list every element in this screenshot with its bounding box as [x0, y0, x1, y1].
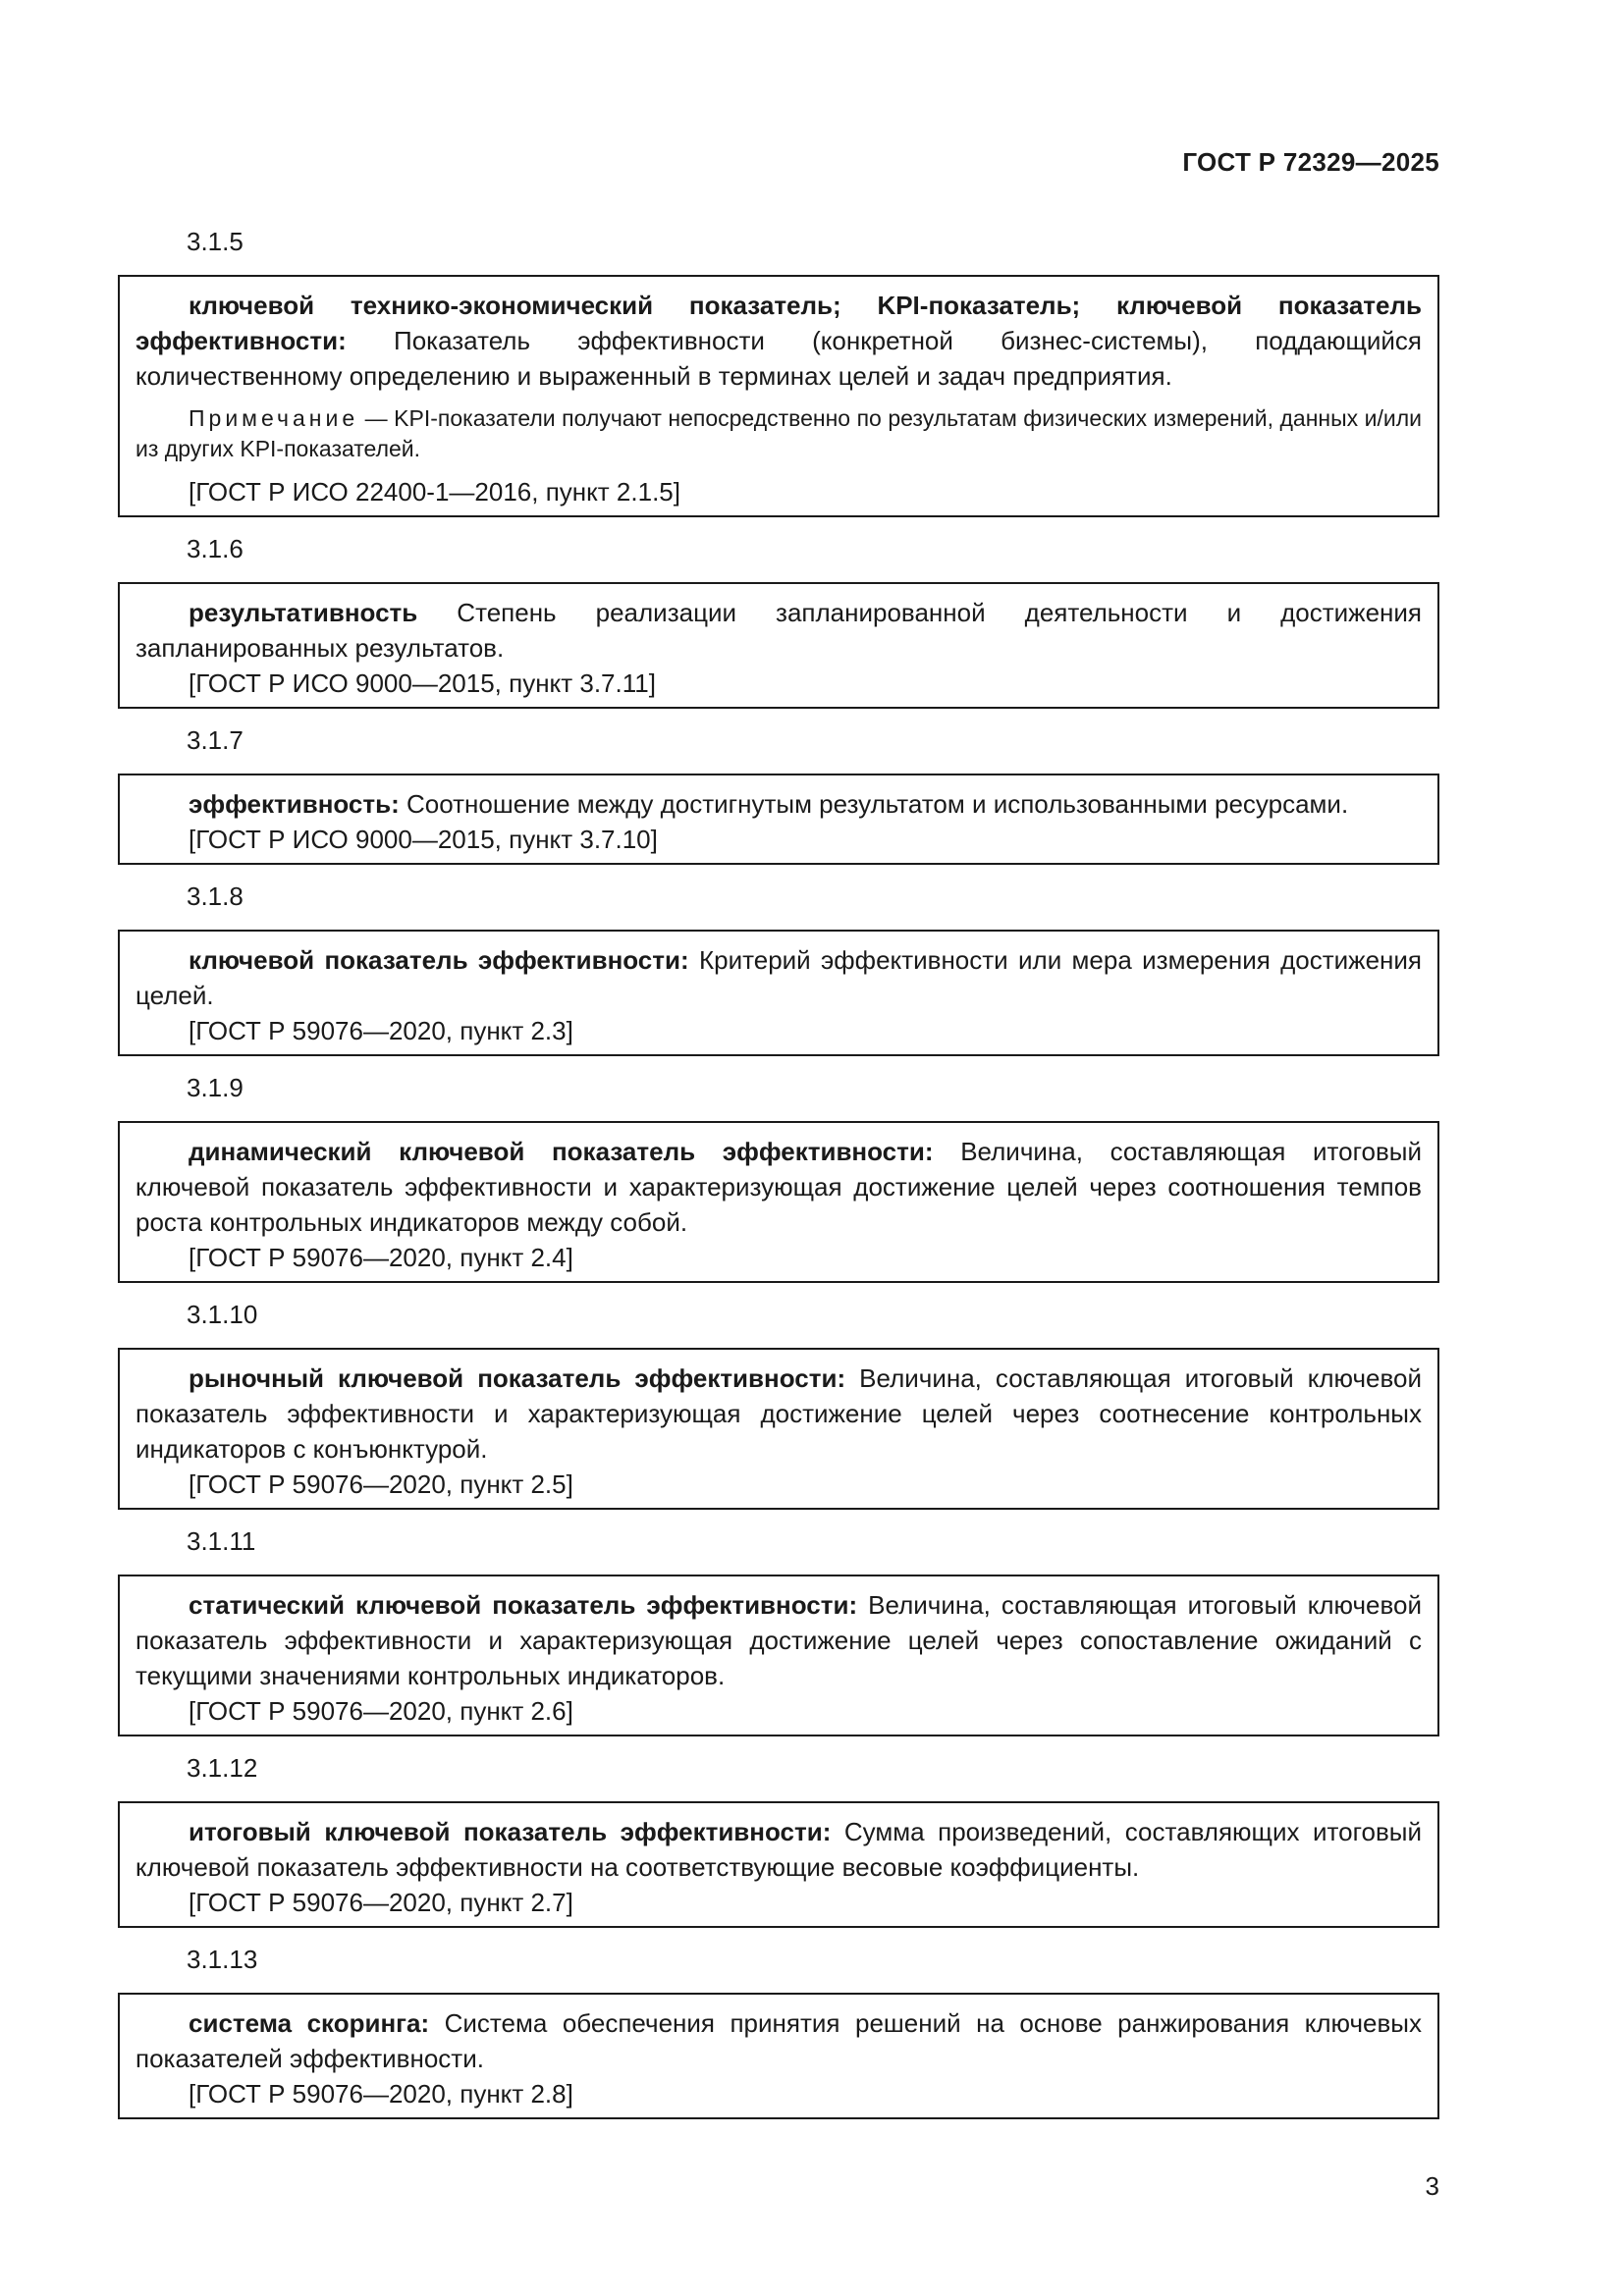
term-definition-box — [118, 774, 1439, 865]
term-reference: [ГОСТ Р 59076—2020, пункт 2.7] — [189, 1888, 573, 1917]
term-reference: [ГОСТ Р ИСО 9000—2015, пункт 3.7.11] — [189, 668, 656, 698]
term-name: рыночный ключевой показатель эффективности: — [189, 1363, 846, 1393]
term-definition-box — [118, 930, 1439, 1056]
term-paragraph — [135, 1361, 1422, 1467]
term-definition: Степень реализации запланированной деятельности и достижения запланированных результатов. — [135, 598, 1422, 663]
term-definition: Показатель эффективности (конкретной бизнес-системы), поддающийся количественному определению и выраженный в терминах целей и задач предприятия. — [135, 326, 1422, 391]
term-number: 3.1.13 — [187, 1945, 258, 1974]
term-number: 3.1.10 — [187, 1300, 258, 1329]
note-label: Примечание — [189, 405, 359, 431]
term-note — [135, 403, 1422, 464]
term-reference: [ГОСТ Р ИСО 22400-1—2016, пункт 2.1.5] — [189, 477, 680, 507]
term-definition: Критерий эффективности или мера измерения достижения целей. — [135, 945, 1422, 1010]
term-number: 3.1.7 — [187, 725, 244, 755]
term-definition: Соотношение между достигнутым результатом и использованными ресурсами. — [406, 789, 1349, 819]
term-definition-box — [118, 1348, 1439, 1510]
term-definition: Величина, составляющая итоговый ключевой показатель эффективности и характеризующая достижение целей через соотнесение контрольных индикаторов с конъюнктурой. — [135, 1363, 1422, 1464]
term-definition: Система обеспечения принятия решений на основе ранжирования ключевых показателей эффективности. — [135, 2008, 1422, 2073]
term-reference: [ГОСТ Р 59076—2020, пункт 2.8] — [189, 2079, 573, 2109]
term-reference: [ГОСТ Р 59076—2020, пункт 2.5] — [189, 1469, 573, 1499]
term-number: 3.1.5 — [187, 227, 244, 256]
term-number: 3.1.8 — [187, 881, 244, 911]
term-name: эффективность: — [189, 789, 400, 819]
document-id-header: ГОСТ Р 72329—2025 — [1182, 147, 1439, 177]
term-number: 3.1.6 — [187, 534, 244, 563]
term-reference: [ГОСТ Р 59076—2020, пункт 2.3] — [189, 1016, 573, 1045]
term-paragraph — [135, 288, 1422, 394]
terms-list — [118, 224, 1439, 2133]
term-name: статический ключевой показатель эффективности: — [189, 1590, 858, 1620]
term-name: итоговый ключевой показатель эффективности: — [189, 1817, 832, 1846]
term-name: результативность — [189, 598, 418, 627]
term-paragraph — [135, 786, 1422, 822]
term-name: ключевой показатель эффективности: — [189, 945, 689, 975]
term-definition: Сумма произведений, составляющих итоговый ключевой показатель эффективности на соответствующие весовые коэффициенты. — [135, 1817, 1422, 1882]
term-definition: Величина, составляющая итоговый ключевой показатель эффективности и характеризующая достижение целей через соотношения темпов роста контрольных индикаторов между собой. — [135, 1137, 1422, 1237]
term-number: 3.1.11 — [187, 1526, 256, 1556]
term-number: 3.1.9 — [187, 1073, 244, 1102]
term-reference: [ГОСТ Р 59076—2020, пункт 2.4] — [189, 1243, 573, 1272]
term-paragraph — [135, 1587, 1422, 1693]
term-reference: [ГОСТ Р 59076—2020, пункт 2.6] — [189, 1696, 573, 1726]
term-paragraph — [135, 1134, 1422, 1240]
page-number: 3 — [1425, 2171, 1439, 2201]
term-name: ключевой технико-экономический показатель; KPI-показатель; ключевой показатель эффективности: — [135, 291, 1422, 355]
term-definition-box — [118, 1801, 1439, 1928]
term-definition-box — [118, 1993, 1439, 2119]
term-definition-box — [118, 1575, 1439, 1736]
term-definition: Величина, составляющая итоговый ключевой показатель эффективности и характеризующая достижение целей через сопоставление ожиданий с текущими значениями контрольных индикаторов. — [135, 1590, 1422, 1690]
term-definition-box — [118, 582, 1439, 709]
term-paragraph — [135, 595, 1422, 666]
term-name: система скоринга: — [189, 2008, 430, 2038]
term-paragraph — [135, 2005, 1422, 2076]
term-number: 3.1.12 — [187, 1753, 258, 1783]
term-name: динамический ключевой показатель эффективности: — [189, 1137, 934, 1166]
note-text: — KPI-показатели получают непосредственно по результатам физических измерений, данных и/или из других KPI-показателей. — [135, 405, 1423, 461]
term-definition-box — [118, 275, 1439, 517]
term-paragraph — [135, 942, 1422, 1013]
term-reference: [ГОСТ Р ИСО 9000—2015, пункт 3.7.10] — [189, 825, 658, 854]
term-definition-box — [118, 1121, 1439, 1283]
term-paragraph — [135, 1814, 1422, 1885]
